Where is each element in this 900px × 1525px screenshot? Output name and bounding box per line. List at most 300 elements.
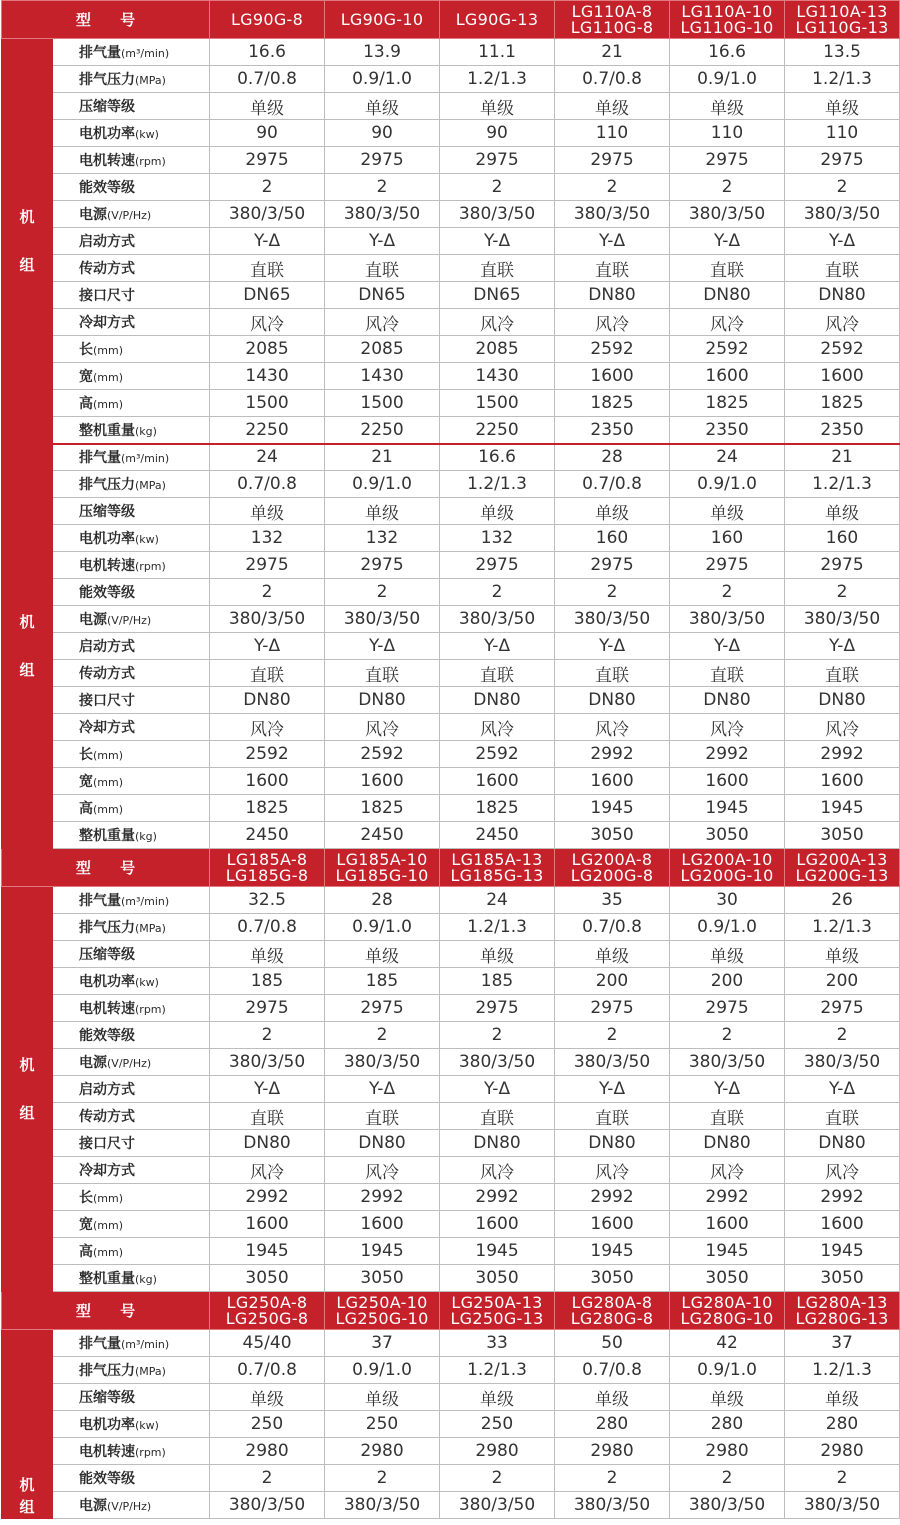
spec-value: 380/3/50 [555, 1492, 670, 1519]
spec-value: 1945 [555, 795, 670, 822]
spec-value: 直联 [325, 660, 440, 687]
param-label: 冷却方式 [79, 1163, 135, 1179]
param-label: 压缩等级 [79, 99, 135, 115]
spec-value: 11.1 [440, 39, 555, 66]
spec-row [2, 1130, 900, 1157]
spec-row [2, 941, 900, 968]
spec-value: 1.2/1.3 [440, 914, 555, 941]
param-unit: (mm) [93, 344, 124, 357]
param-label: 电机功率 [79, 974, 135, 990]
spec-value: 50 [555, 1330, 670, 1357]
spec-value: 28 [555, 444, 670, 471]
model-name-primary: LG280A-8 [571, 1292, 653, 1312]
spec-row [2, 995, 900, 1022]
param-label: 能效等级 [79, 585, 135, 601]
spec-value: 200 [555, 968, 670, 995]
spec-value: 2975 [440, 147, 555, 174]
spec-row [2, 822, 900, 849]
spec-row [2, 968, 900, 995]
param-label: 电机转速 [79, 153, 135, 169]
spec-value: 单级 [785, 498, 900, 525]
spec-value: 110 [785, 120, 900, 147]
model-name-cell [670, 849, 785, 887]
model-name-secondary: LG280G-8 [570, 1308, 654, 1328]
spec-value: 32.5 [210, 887, 325, 914]
spec-row [2, 914, 900, 941]
unit-group-label: 机组 [2, 444, 53, 849]
spec-value: 0.9/1.0 [325, 914, 440, 941]
param-label-cell [53, 390, 210, 417]
param-label: 排气量 [79, 45, 121, 61]
param-label-cell [53, 606, 210, 633]
spec-value: 2592 [670, 336, 785, 363]
spec-value: 单级 [670, 498, 785, 525]
param-label: 压缩等级 [79, 1390, 135, 1406]
spec-row [2, 1330, 900, 1357]
param-unit: (rpm) [135, 1446, 166, 1459]
model-header-row [2, 1, 900, 39]
param-label-cell [53, 995, 210, 1022]
spec-value: 2 [555, 1465, 670, 1492]
spec-value: 2 [440, 1022, 555, 1049]
spec-row [2, 93, 900, 120]
spec-value: 风冷 [440, 714, 555, 741]
param-label-cell [53, 228, 210, 255]
spec-value: 3050 [325, 1265, 440, 1292]
spec-value: 直联 [785, 255, 900, 282]
param-label: 电机功率 [79, 126, 135, 142]
spec-value: 风冷 [210, 309, 325, 336]
param-unit: (mm) [93, 749, 124, 762]
spec-value: 0.7/0.8 [555, 1357, 670, 1384]
model-name-primary: LG185A-8 [226, 849, 308, 869]
spec-value: 1430 [325, 363, 440, 390]
spec-value: 1945 [325, 1238, 440, 1265]
spec-value: DN80 [670, 687, 785, 714]
spec-row [2, 1211, 900, 1238]
spec-value: 单级 [555, 93, 670, 120]
param-label: 启动方式 [79, 639, 135, 655]
model-name-secondary: LG280G-13 [795, 1308, 889, 1328]
spec-value: 110 [555, 120, 670, 147]
spec-value: 2992 [555, 741, 670, 768]
spec-value: 90 [325, 120, 440, 147]
spec-value: 1825 [325, 795, 440, 822]
param-label-cell [53, 1022, 210, 1049]
model-name-secondary: LG185G-10 [335, 865, 429, 885]
spec-value: 160 [670, 525, 785, 552]
spec-value: 直联 [670, 1103, 785, 1130]
spec-value: 1600 [785, 1211, 900, 1238]
model-name-primary: LG280A-10 [681, 1292, 773, 1312]
spec-row [2, 309, 900, 336]
spec-value: 1600 [670, 1211, 785, 1238]
param-label-cell [53, 93, 210, 120]
model-name-secondary: LG200G-8 [570, 865, 654, 885]
unit-group-label: 机组 [2, 1330, 53, 1519]
spec-row [2, 633, 900, 660]
spec-value: 1500 [440, 390, 555, 417]
spec-value: 1945 [210, 1238, 325, 1265]
param-label-cell [53, 1465, 210, 1492]
param-label-cell [53, 1492, 210, 1519]
param-label: 能效等级 [79, 1028, 135, 1044]
spec-value: DN65 [210, 282, 325, 309]
spec-value: 风冷 [325, 714, 440, 741]
param-label: 高 [79, 801, 93, 817]
spec-value: 直联 [325, 1103, 440, 1130]
model-name-secondary: LG110G-13 [795, 17, 889, 37]
spec-value: 2450 [325, 822, 440, 849]
spec-value: 1600 [785, 768, 900, 795]
spec-value: Y-Δ [555, 228, 670, 255]
param-label-cell [53, 1184, 210, 1211]
spec-value: 2 [440, 1465, 555, 1492]
param-label: 电源 [79, 1498, 107, 1514]
spec-value: 2085 [210, 336, 325, 363]
model-name-secondary: LG250G-10 [335, 1308, 429, 1328]
spec-value: 2085 [325, 336, 440, 363]
model-header-row [2, 1292, 900, 1330]
param-label-cell [53, 1157, 210, 1184]
param-label-cell [53, 282, 210, 309]
param-unit: (kg) [135, 1273, 157, 1286]
spec-value: 250 [325, 1411, 440, 1438]
spec-value: 2975 [670, 995, 785, 1022]
param-label-cell [53, 444, 210, 471]
spec-value: 风冷 [440, 309, 555, 336]
spec-value: Y-Δ [210, 633, 325, 660]
param-label-cell [53, 417, 210, 444]
param-label-cell [53, 39, 210, 66]
spec-value: 1945 [440, 1238, 555, 1265]
param-label-cell [53, 741, 210, 768]
param-unit: (kw) [135, 128, 159, 141]
param-label-cell [53, 1049, 210, 1076]
param-label: 传动方式 [79, 1109, 135, 1125]
spec-value: 2975 [440, 995, 555, 1022]
spec-value: 1600 [555, 363, 670, 390]
spec-value: 2975 [670, 147, 785, 174]
model-header-label: 型 号 [2, 849, 210, 887]
param-unit: (MPa) [135, 479, 166, 492]
spec-value: 3050 [555, 1265, 670, 1292]
spec-value: 1.2/1.3 [785, 66, 900, 93]
model-name: LG90G-10 [340, 9, 424, 29]
spec-value: Y-Δ [670, 1076, 785, 1103]
spec-value: 2975 [325, 995, 440, 1022]
spec-value: 3050 [440, 1265, 555, 1292]
param-label-cell [53, 309, 210, 336]
spec-value: 380/3/50 [785, 1492, 900, 1519]
spec-value: 380/3/50 [325, 1492, 440, 1519]
param-label: 电源 [79, 207, 107, 223]
spec-value: 2992 [440, 1184, 555, 1211]
param-label: 压缩等级 [79, 504, 135, 520]
spec-value: DN80 [440, 1130, 555, 1157]
param-label: 长 [79, 747, 93, 763]
spec-value: 1.2/1.3 [785, 1357, 900, 1384]
spec-value: Y-Δ [785, 1076, 900, 1103]
param-label: 宽 [79, 1217, 93, 1233]
spec-value: 2250 [325, 417, 440, 444]
spec-value: 2450 [440, 822, 555, 849]
spec-value: 单级 [210, 498, 325, 525]
param-label-cell [53, 1076, 210, 1103]
param-label: 接口尺寸 [79, 1136, 135, 1152]
spec-value: 1825 [785, 390, 900, 417]
param-label-cell [53, 525, 210, 552]
spec-value: DN80 [785, 687, 900, 714]
param-unit: (m³/min) [121, 1338, 170, 1351]
param-label: 长 [79, 342, 93, 358]
param-label: 电机转速 [79, 1001, 135, 1017]
spec-row [2, 552, 900, 579]
spec-value: 30 [670, 887, 785, 914]
spec-value: 2975 [670, 552, 785, 579]
spec-value: 1945 [670, 1238, 785, 1265]
spec-value: 2992 [325, 1184, 440, 1211]
spec-row [2, 228, 900, 255]
spec-value: 380/3/50 [555, 606, 670, 633]
spec-value: 13.5 [785, 39, 900, 66]
param-label: 冷却方式 [79, 315, 135, 331]
spec-row [2, 525, 900, 552]
spec-value: 26 [785, 887, 900, 914]
spec-value: 380/3/50 [210, 1049, 325, 1076]
spec-value: 2592 [555, 336, 670, 363]
spec-row [2, 363, 900, 390]
spec-value: 直联 [440, 660, 555, 687]
param-unit: (mm) [93, 776, 124, 789]
spec-value: 2992 [555, 1184, 670, 1211]
spec-value: 0.9/1.0 [325, 1357, 440, 1384]
spec-value: Y-Δ [325, 1076, 440, 1103]
spec-value: DN65 [440, 282, 555, 309]
spec-value: DN80 [670, 282, 785, 309]
param-label-cell [53, 552, 210, 579]
spec-value: 1430 [440, 363, 555, 390]
param-label: 能效等级 [79, 180, 135, 196]
spec-value: 1945 [670, 795, 785, 822]
spec-value: 1825 [210, 795, 325, 822]
spec-value: 21 [555, 39, 670, 66]
param-label-cell [53, 336, 210, 363]
spec-value: 280 [670, 1411, 785, 1438]
spec-value: 0.7/0.8 [555, 914, 670, 941]
spec-row [2, 1184, 900, 1211]
spec-value: 380/3/50 [440, 1492, 555, 1519]
param-label: 启动方式 [79, 1082, 135, 1098]
spec-value: 风冷 [210, 714, 325, 741]
spec-value: 185 [440, 968, 555, 995]
unit-group-label: 机组 [2, 887, 53, 1292]
spec-value: 2 [785, 1465, 900, 1492]
spec-value: Y-Δ [670, 228, 785, 255]
spec-row [2, 1384, 900, 1411]
spec-value: 2 [555, 1022, 670, 1049]
spec-value: 2975 [210, 147, 325, 174]
spec-value: 2975 [325, 552, 440, 579]
param-label-cell [53, 579, 210, 606]
model-name-cell [555, 1292, 670, 1330]
spec-value: 单级 [440, 941, 555, 968]
param-label-cell [53, 1238, 210, 1265]
spec-value: 132 [440, 525, 555, 552]
spec-value: 380/3/50 [785, 1049, 900, 1076]
spec-value: DN80 [210, 1130, 325, 1157]
spec-row [2, 660, 900, 687]
spec-value: 1.2/1.3 [785, 914, 900, 941]
param-label-cell [53, 471, 210, 498]
spec-value: 1600 [210, 1211, 325, 1238]
spec-value: 单级 [670, 941, 785, 968]
param-unit: (mm) [93, 1192, 124, 1205]
spec-row [2, 417, 900, 444]
model-name-cell [785, 1292, 900, 1330]
model-name-primary: LG185A-10 [336, 849, 428, 869]
spec-value: 2350 [555, 417, 670, 444]
spec-value: 2 [785, 579, 900, 606]
param-unit: (m³/min) [121, 452, 170, 466]
spec-value: DN80 [785, 1130, 900, 1157]
spec-value: 2450 [210, 822, 325, 849]
param-label-cell [53, 1357, 210, 1384]
spec-value: 1.2/1.3 [785, 471, 900, 498]
spec-value: 2 [670, 579, 785, 606]
spec-value: 1600 [670, 363, 785, 390]
param-unit: (kw) [135, 1419, 159, 1432]
spec-row [2, 795, 900, 822]
spec-value: 2975 [210, 995, 325, 1022]
model-name-cell [440, 849, 555, 887]
spec-value: 380/3/50 [785, 606, 900, 633]
param-label-cell [53, 1438, 210, 1465]
param-unit: (m³/min) [121, 47, 170, 60]
param-label: 整机重量 [79, 828, 135, 844]
spec-row [2, 66, 900, 93]
param-label-cell [53, 714, 210, 741]
spec-value: 380/3/50 [325, 606, 440, 633]
spec-value: Y-Δ [555, 1076, 670, 1103]
param-label-cell [53, 633, 210, 660]
spec-value: 风冷 [670, 714, 785, 741]
spec-value: 380/3/50 [210, 1492, 325, 1519]
spec-row [2, 120, 900, 147]
spec-value: 直联 [555, 660, 670, 687]
spec-value: 单级 [670, 93, 785, 120]
spec-value: 直联 [785, 660, 900, 687]
spec-value: 1600 [210, 768, 325, 795]
spec-value: 0.7/0.8 [210, 1357, 325, 1384]
param-unit: (rpm) [135, 560, 166, 573]
spec-row [2, 714, 900, 741]
spec-value: 风冷 [440, 1157, 555, 1184]
spec-value: 380/3/50 [440, 201, 555, 228]
param-unit: (mm) [93, 398, 124, 411]
spec-value: 21 [785, 444, 900, 471]
param-label: 电机功率 [79, 531, 135, 547]
spec-row [2, 201, 900, 228]
model-name-primary: LG200A-10 [681, 849, 773, 869]
spec-value: 280 [555, 1411, 670, 1438]
param-label: 排气量 [79, 450, 121, 467]
spec-value: 直联 [440, 255, 555, 282]
param-unit: (mm) [93, 803, 124, 816]
model-name-secondary: LG250G-13 [450, 1308, 544, 1328]
spec-value: 0.9/1.0 [670, 471, 785, 498]
spec-value: 2085 [440, 336, 555, 363]
spec-value: 45/40 [210, 1330, 325, 1357]
spec-value: 单级 [325, 498, 440, 525]
param-label: 排气压力 [79, 477, 135, 493]
spec-value: 直联 [555, 255, 670, 282]
spec-value: 单级 [785, 1384, 900, 1411]
model-name-cell [325, 1292, 440, 1330]
spec-value: 380/3/50 [210, 201, 325, 228]
spec-value: 直联 [325, 255, 440, 282]
spec-value: 1945 [785, 1238, 900, 1265]
param-label-cell [53, 174, 210, 201]
param-label: 接口尺寸 [79, 288, 135, 304]
spec-value: 250 [440, 1411, 555, 1438]
spec-row [2, 498, 900, 525]
param-label-cell [53, 66, 210, 93]
spec-value: 风冷 [670, 309, 785, 336]
param-unit: (kg) [135, 830, 157, 843]
param-label-cell [53, 1130, 210, 1157]
model-name-primary: LG200A-13 [796, 849, 888, 869]
spec-row [2, 444, 900, 471]
spec-value: 2 [670, 174, 785, 201]
spec-value: 2592 [210, 741, 325, 768]
param-unit: (mm) [93, 371, 124, 384]
spec-value: 3050 [785, 1265, 900, 1292]
spec-value: 380/3/50 [210, 606, 325, 633]
spec-value: 1600 [325, 1211, 440, 1238]
spec-value: 2980 [785, 1438, 900, 1465]
spec-value: DN80 [325, 1130, 440, 1157]
spec-row [2, 147, 900, 174]
model-name-primary: LG185A-13 [451, 849, 543, 869]
param-label-cell [53, 968, 210, 995]
spec-value: 185 [325, 968, 440, 995]
param-label-cell [53, 1265, 210, 1292]
spec-row [2, 741, 900, 768]
spec-value: 2 [210, 174, 325, 201]
model-name-cell [210, 1, 325, 39]
spec-table [1, 0, 900, 1519]
spec-value: 2975 [210, 552, 325, 579]
param-label-cell [53, 822, 210, 849]
param-label: 启动方式 [79, 234, 135, 250]
spec-value: 1945 [785, 795, 900, 822]
spec-value: Y-Δ [785, 633, 900, 660]
spec-value: 单级 [785, 941, 900, 968]
param-label-cell [53, 255, 210, 282]
model-name-cell [555, 1, 670, 39]
model-name-secondary: LG110G-10 [680, 17, 774, 37]
param-unit: (kg) [135, 424, 157, 438]
param-label-cell [53, 795, 210, 822]
param-unit: (kw) [135, 976, 159, 989]
model-header-row [2, 849, 900, 887]
param-label-cell [53, 498, 210, 525]
param-label: 排气压力 [79, 920, 135, 936]
spec-value: 160 [555, 525, 670, 552]
spec-value: 直联 [210, 660, 325, 687]
spec-value: 直联 [670, 255, 785, 282]
